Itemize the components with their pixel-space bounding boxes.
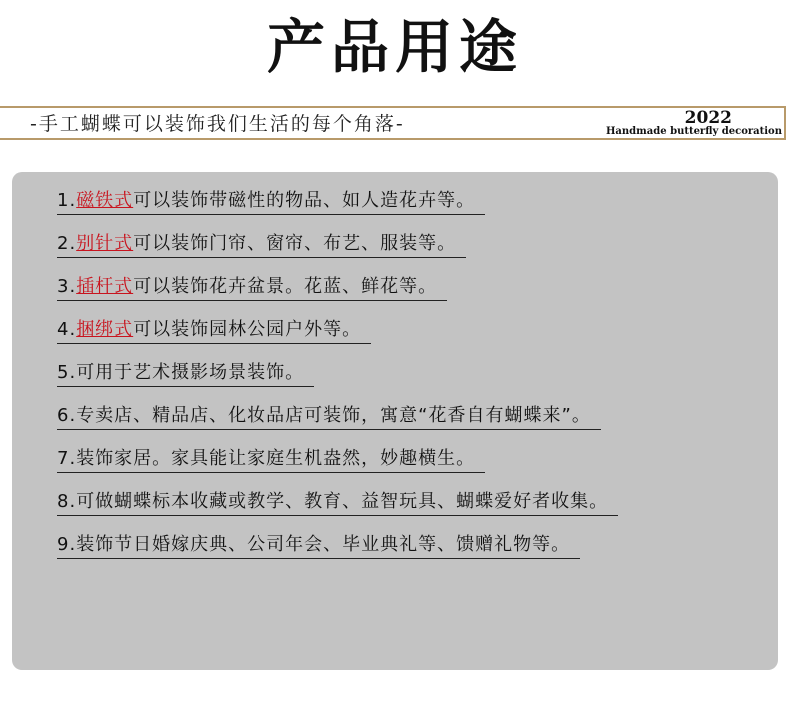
item-text: 专卖店、精品店、化妆品店可装饰，寓意“花香自有蝴蝶来”。 — [76, 405, 591, 426]
banner-year: 2022 — [684, 108, 732, 128]
list-item — [57, 188, 618, 231]
item-text: 可做蝴蝶标本收藏或教学、教育、益智玩具、蝴蝶爱好者收集。 — [76, 491, 609, 512]
item-text: 可以装饰花卉盆景。花蓝、鲜花等。 — [133, 276, 438, 297]
banner-subtitle: Handmade butterfly decoration — [605, 126, 782, 137]
item-text: 可以装饰带磁性的物品、如人造花卉等。 — [133, 190, 476, 211]
banner-slogan: -手工蝴蝶可以装饰我们生活的每个角落- — [30, 113, 405, 135]
list-item — [57, 274, 618, 317]
list-item — [57, 532, 618, 575]
list-item — [57, 489, 618, 532]
item-number: 8. — [57, 491, 77, 512]
list-item — [57, 317, 618, 360]
item-text: 可用于艺术摄影场景装饰。 — [76, 362, 305, 383]
item-text: 装饰家居。家具能让家庭生机盎然，妙趣横生。 — [76, 448, 476, 469]
item-highlight: 磁铁式 — [76, 190, 134, 211]
item-number: 3. — [57, 276, 77, 297]
usage-panel — [12, 172, 778, 670]
usage-list — [57, 188, 618, 575]
list-item — [57, 231, 618, 274]
item-highlight: 捆绑式 — [76, 319, 134, 340]
item-text: 可以装饰园林公园户外等。 — [133, 319, 362, 340]
item-number: 7. — [57, 448, 77, 469]
item-highlight: 别针式 — [76, 233, 134, 254]
item-number: 5. — [57, 362, 77, 383]
slogan-banner — [0, 106, 786, 140]
item-number: 2. — [57, 233, 77, 254]
item-highlight: 插杆式 — [76, 276, 134, 297]
item-number: 9. — [57, 534, 77, 555]
item-text: 可以装饰门帘、窗帘、布艺、服装等。 — [133, 233, 457, 254]
list-item — [57, 403, 618, 446]
list-item — [57, 446, 618, 489]
list-item — [57, 360, 618, 403]
item-number: 4. — [57, 319, 77, 340]
item-number: 1. — [57, 190, 77, 211]
item-number: 6. — [57, 405, 77, 426]
page-title: 产品用途 — [266, 13, 523, 81]
item-text: 装饰节日婚嫁庆典、公司年会、毕业典礼等、馈赠礼物等。 — [76, 534, 571, 555]
